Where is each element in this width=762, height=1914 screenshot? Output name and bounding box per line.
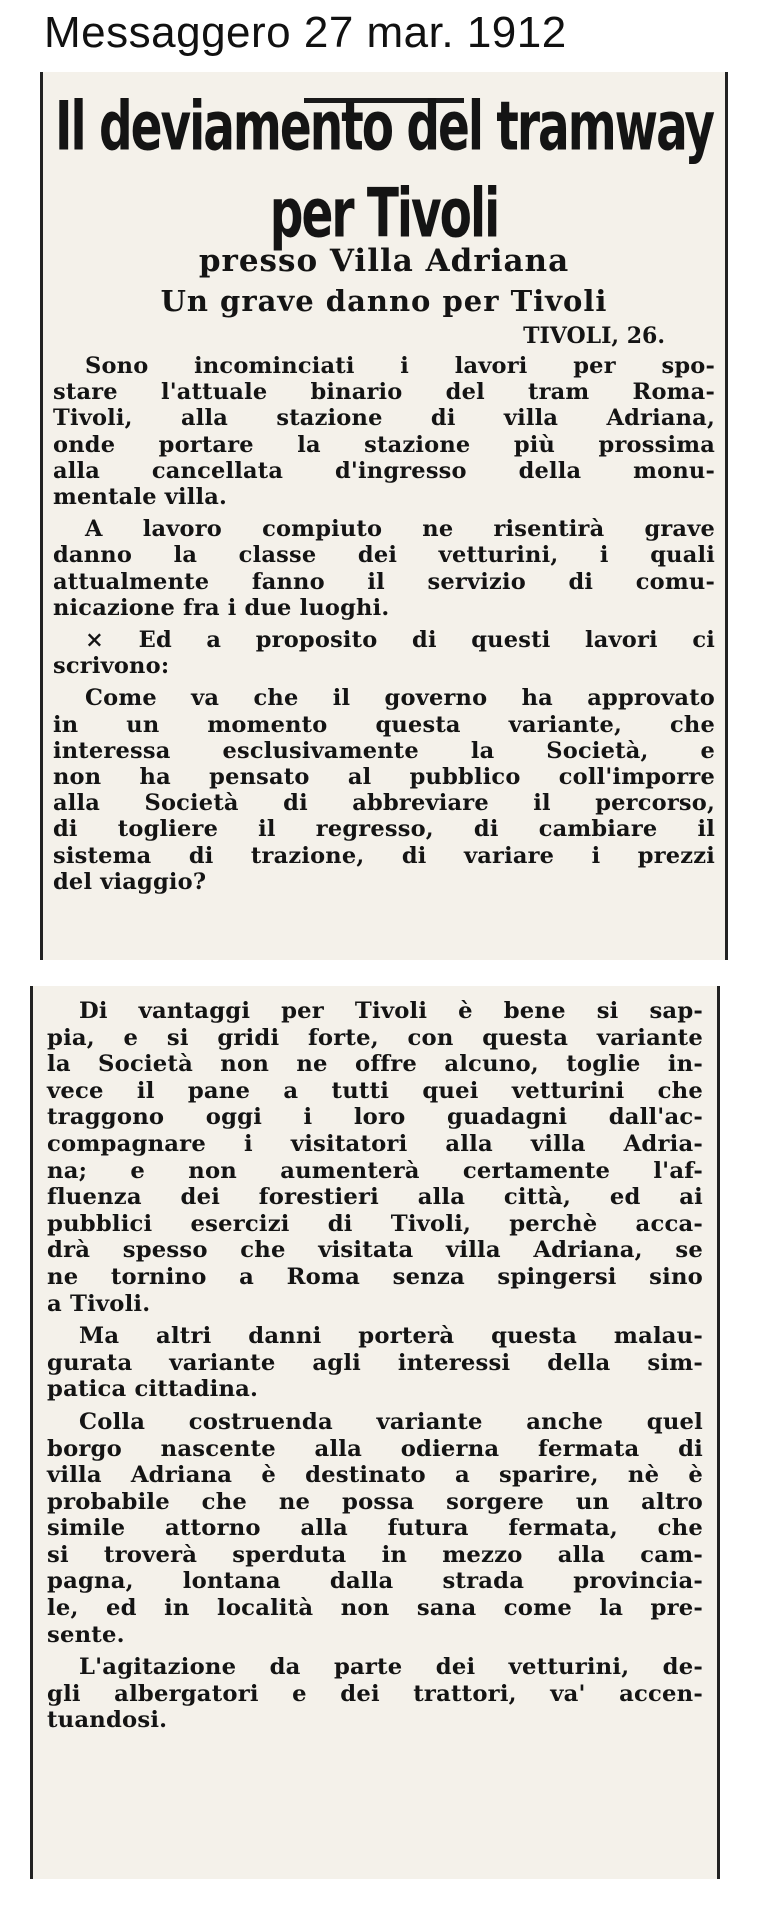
text-line: pagna, lontana dalla strada provincia- (47, 1568, 703, 1595)
text-line: Tivoli, alla stazione di villa Adriana, (53, 405, 715, 432)
text-line: simile attorno alla futura fermata, che (47, 1515, 703, 1542)
text-line: Come va che il governo ha approvato (85, 685, 715, 712)
text-line: a Tivoli. (47, 1290, 151, 1317)
text-line: stare l'attuale binario del tram Roma- (53, 379, 715, 406)
page-caption: Messaggero 27 mar. 1912 (44, 8, 567, 57)
text-line: del viaggio? (53, 868, 207, 895)
text-line: villa Adriana è destinato a sparire, nè è (47, 1462, 703, 1489)
text-line: si troverà sperduta in mezzo alla cam- (47, 1541, 703, 1568)
article-subhead-location: presso Villa Adriana (198, 243, 570, 279)
text-line: A lavoro compiuto ne risentirà grave (85, 516, 715, 543)
cut-line-fragment (47, 986, 703, 998)
text-line: patica cittadina. (47, 1376, 259, 1403)
text-line: alla cancellata d'ingresso della monu- (53, 457, 715, 484)
article-dateline: TIVOLI, 26. (523, 323, 665, 349)
newspaper-clipping-bottom (30, 986, 720, 1879)
text-line: probabile che ne possa sorgere un altro (47, 1488, 703, 1515)
text-line: Sono incominciati i lavori per spo- (85, 353, 715, 379)
text-line: pubblici esercizi di Tivoli, perchè acca- (47, 1210, 703, 1237)
text-line: interessa esclusivamente la Società, e (53, 737, 715, 764)
text-line: non ha pensato al pubblico coll'imporre (53, 764, 715, 791)
article-body-part-1 (53, 353, 715, 895)
text-line: gli albergatori e dei trattori, va' accen- (47, 1680, 703, 1707)
text-line: onde portare la stazione più prossima (53, 431, 715, 458)
text-line: Colla costruenda variante anche quel (79, 1408, 703, 1435)
text-line: mentale villa. (53, 484, 228, 511)
text-line: gurata variante agli interessi della sim- (47, 1349, 703, 1376)
text-line: danno la classe dei vetturini, i quali (53, 542, 715, 569)
text-line: nicazione fra i due luoghi. (53, 594, 390, 621)
text-line: sistema di trazione, di variare i prezzi (53, 842, 715, 869)
text-line: borgo nascente alla odierna fermata di (47, 1435, 703, 1462)
text-line: tuandosi. (47, 1707, 168, 1734)
text-line: drà spesso che visitata villa Adriana, se (47, 1237, 703, 1264)
text-line: le, ed in località non sana come la pre- (47, 1595, 703, 1622)
text-line: compagnare i visitatori alla villa Adria- (47, 1130, 703, 1157)
text-line: na; e non aumenterà certamente l'af- (47, 1157, 703, 1184)
newspaper-clipping-top (40, 72, 728, 960)
text-line: ne tornino a Roma senza spingersi sino (47, 1263, 703, 1290)
text-line: L'agitazione da parte dei vetturini, de- (79, 1654, 703, 1681)
text-line: attualmente fanno il servizio di comu- (53, 568, 715, 595)
text-line: fluenza dei forestieri alla città, ed ai (47, 1184, 703, 1211)
text-line: Di vantaggi per Tivoli è bene si sap- (79, 998, 703, 1024)
text-line: vece il pane a tutti quei vetturini che (47, 1077, 703, 1104)
text-line: scrivono: (53, 653, 170, 680)
text-line: in un momento questa variante, che (53, 711, 715, 738)
article-headline: Il deviamento del tramway per Tivoli (54, 86, 714, 254)
article-body-part-2 (47, 998, 703, 1734)
article-subhead-summary: Un grave danno per Tivoli (160, 284, 608, 318)
text-line: × Ed a proposito di questi lavori ci (85, 627, 715, 654)
text-line: sente. (47, 1621, 125, 1648)
text-line: Ma altri danni porterà questa malau- (79, 1323, 703, 1350)
text-line: alla Società di abbreviare il percorso, (53, 790, 715, 817)
text-line: traggono oggi i loro guadagni dall'ac- (47, 1104, 703, 1131)
text-line: la Società non ne offre alcuno, toglie in- (47, 1051, 703, 1078)
text-line: pia, e si gridi forte, con questa variante (47, 1024, 703, 1051)
text-line: di togliere il regresso, di cambiare il (53, 816, 715, 843)
